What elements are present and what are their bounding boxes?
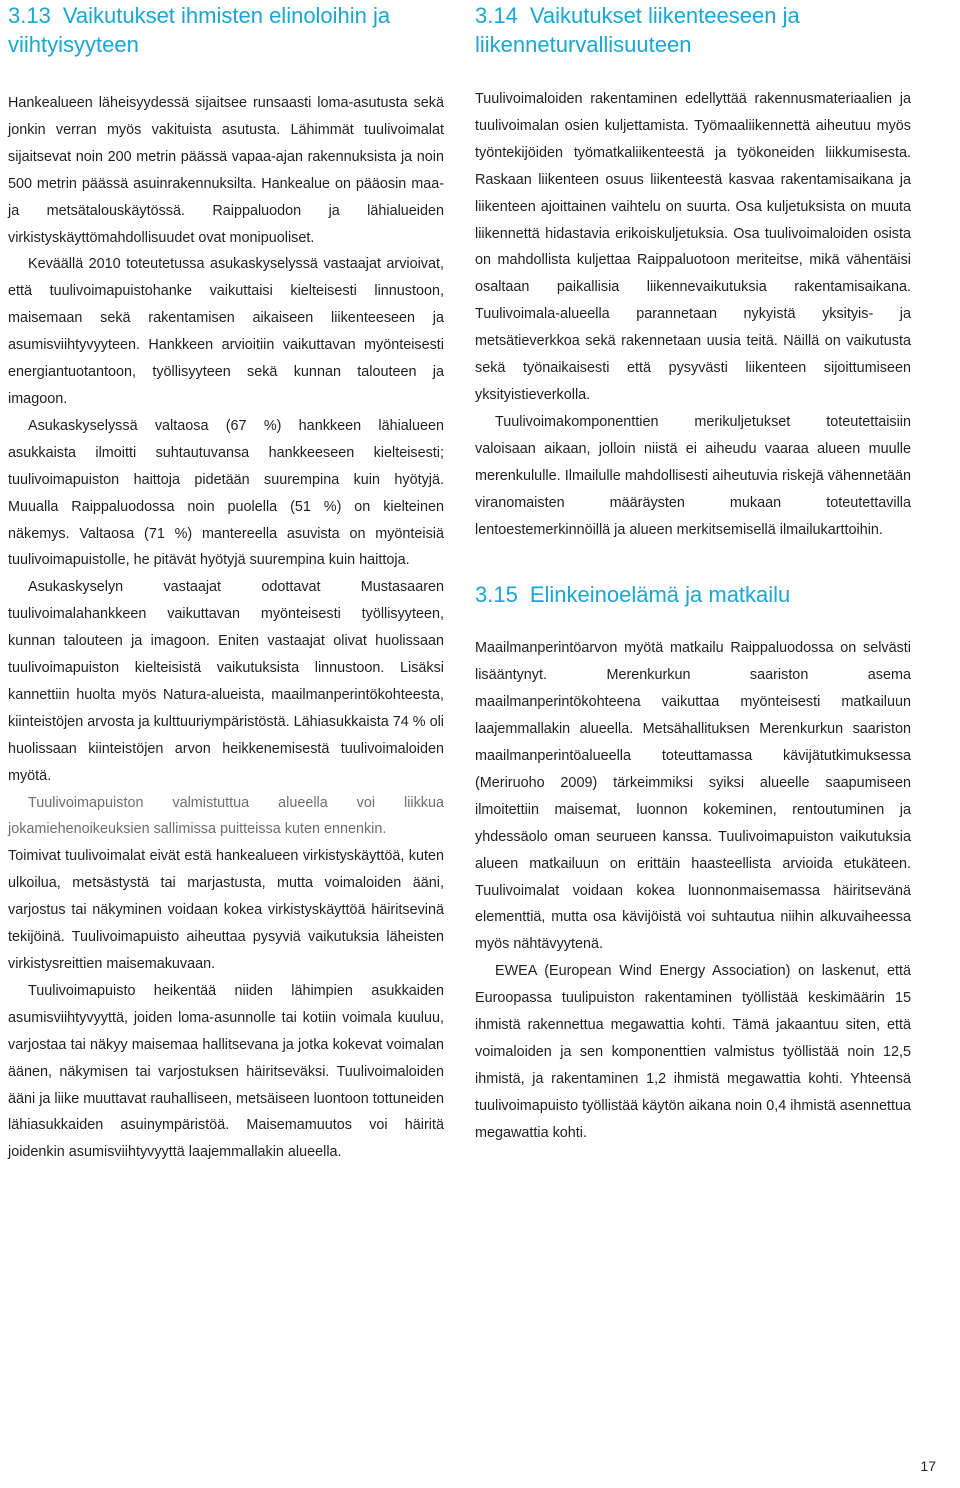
paragraph: EWEA (European Wind Energy Association) on laskenut, että Euroopassa tuulipuiston rakentaminen työllistää keskimäärin 15 ihmistä rakennettua megawattia kohti. Tämä jakaantuu siten, että voimaloiden ja sen komponenttien valmistus työllistää noin 12,5 ihmistä, ja rakentaminen 1,2 ihmistä megawattia kohti. Yhteensä tuulivoimapuisto työllistää käytön aikana noin 0,4 ihmistä asennettua megawattia kohti. <box>475 963 911 1141</box>
section-heading-3-14 <box>475 0 911 59</box>
section-heading-3-13 <box>8 0 444 59</box>
paragraph: Tuulivoimapuisto heikentää niiden lähimpien asukkaiden asumisviihtyvyyttä, joiden loma-asunnolle tai kotiin voimala kuuluu, varjostaa tai näkyy maisemaa hallitsevana ja jotka kokevat voimalan äänen, näkymisen tai varjostuksen häiritseväksi. Tuulivoimaloiden ääni ja liike muuttavat rauhalliseen, metsäiseen luontoon tottuneiden lähiasukkaiden asuinympäristöä. Maisemamuutos voi häiritä joidenkin asumisviihtyvyyttä laajemmallakin alueella. <box>8 982 444 1161</box>
paragraph: Maailmanperintöarvon myötä matkailu Raippaluodossa on selvästi lisääntynyt. Merenkurkun saariston asema maailmanperintökohteena vaikuttaa myönteisesti matkailuun laajemmallakin alueella. Metsähallituksen Merenkurkun saariston maailmanperintöalueella toteuttamassa kävijätutkimuksessa (Meriruoho 2009) tärkeimmiksi syiksi alueelle saapumiseen ilmoitettiin maisemat, luonnon kokeminen, rentoutuminen ja yhdessäolo oman seurueen kanssa. Tuulivoimapuiston vaikutuksia alueen matkailuun on erittäin haasteellista arvioida etukäteen. Tuulivoimalat voidaan kokea luonnonmaisemassa häiritsevänä elementtiä, mutta osa kävijöistä voi suhtautua niihin alkuvaiheessa myös nähtävyytenä. <box>475 640 911 953</box>
right-column <box>475 0 911 1147</box>
section-number: 3.14 <box>475 3 518 28</box>
paragraph: Toimivat tuulivoimalat eivät estä hankealueen virkistyskäyttöä, kuten ulkoilua, metsästystä tai marjastusta, mutta voimaloiden ääni, varjostus tai näkyminen voidaan kokea virkistyskäyttöä häiritsevinä tekijöinä. Tuulivoimapuisto aiheuttaa pysyviä vaikutuksia läheisten virkistysreittien maisemakuvaan. <box>8 848 444 972</box>
paragraph: Hankealueen läheisyydessä sijaitsee runsaasti loma-asutusta sekä jonkin verran myös vakituista asutusta. Lähimmät tuulivoimalat sijaitsevat noin 200 metrin päässä vapaa-ajan rakennuksista ja noin 500 metrin päässä asuinrakennuksilta. Hankealue on pääosin maa- ja metsätalouskäytössä. Raippaluodon ja lähialueiden virkistyskäyttömahdollisuudet ovat monipuoliset. <box>8 95 444 246</box>
left-column <box>8 0 444 1166</box>
section-number: 3.13 <box>8 3 51 28</box>
paragraph: Tuulivoimakomponenttien merikuljetukset toteutettaisiin valoisaan aikaan, jolloin niistä ei aiheudu vaaraa alueen muulle merenkululle. Ilmailulle mahdollisesti aiheutuvia riskejä vähennetään viranomaisten määräysten mukaan toteutettavilla lentoestemerkinnöillä ja alueen merkitsemisellä ilmailukarttoihin. <box>475 413 911 538</box>
paragraph: Keväällä 2010 toteutetussa asukaskyselyssä vastaajat arvioivat, että tuulivoimapuistohanke vaikuttaisi kielteisesti linnustoon, maisemaan sekä rakentamisen aikaiseen liikenteeseen ja asumisviihtyvyyteen. Hankkeen arvioitiin vaikuttavan myönteisesti energiantuotantoon, työllisyyteen sekä kunnan talouteen ja imagoon. <box>8 256 444 407</box>
paragraph: Tuulivoimapuiston valmistuttua alueella voi liikkua jokamiehenoikeuksien sallimissa puitteissa kuten ennenkin. <box>8 794 444 838</box>
section-heading-3-15 <box>475 580 911 609</box>
paragraph: Asukaskyselyn vastaajat odottavat Mustasaaren tuulivoimalahankkeen vaikuttavan myönteisesti työllisyyteen, kunnan talouteen ja imagoon. Eniten vastaajat olivat huolissaan tuulivoimapuiston kielteisistä vaikutuksista linnustoon. Lisäksi kannettiin huolta myös Natura-alueista, maailmanperintökohteesta, kiinteistöjen arvosta ja kulttuuriympäristöstä. Lähiasukkaista 74 % oli huolissaan kiinteistöjen arvon heikkenemisestä tuulivoimaloiden myötä. <box>8 579 444 784</box>
section-title: Vaikutukset liikenteeseen ja liikenneturvallisuuteen <box>475 3 800 57</box>
section-title: Elinkeinoelämä ja matkailu <box>529 582 791 608</box>
section-title: Vaikutukset ihmisten elinoloihin ja viihtyisyyteen <box>8 3 391 57</box>
section-number: 3.15 <box>475 582 518 608</box>
page-number: 17 <box>920 1458 936 1474</box>
paragraph: Asukaskyselyssä valtaosa (67 %) hankkeen lähialueen asukkaista ilmoitti suhtautuvansa hankkeeseen kielteisesti; tuulivoimapuiston haittoja pidetään suurempina kuin hyötyjä. Muualla Raippaluodossa noin puolella (51 %) on kielteinen näkemys. Valtaosa (71 %) mantereella asuvista on myönteisiä tuulivoimapuistolle, he pitävät hyötyjä suurempina kuin haittoja. <box>8 417 444 569</box>
paragraph: Tuulivoimaloiden rakentaminen edellyttää rakennusmateriaalien ja tuulivoimalan osien kuljettamista. Työmaaliikennettä aiheutuu myös työntekijöiden työmatkaliikenteestä ja työkoneiden liikkumisesta. Raskaan liikenteen osuus liikenteestä kasvaa rakentamisaikana ja liikenteen ajoittainen vaihtelu on suurta. Osa kuljetuksista on muuta liikennettä hidastavia erikoiskuljetuksia. Osa tuulivoimaloiden osista on mahdollista kuljettaa Raippaluotoon meriteitse, mikä vähentäisi osaltaan paikallisia liikennevaikutuksia rakentamisaikana. Tuulivoimala-alueella parannetaan nykyistä yksityis- ja metsätieverkkoa sekä rakennetaan uusia teitä. Näillä on vaikutusta sekä työnaikaisesti että pysyvästi liikenteen sijoittumiseen yksityistieverkolla. <box>475 91 911 403</box>
